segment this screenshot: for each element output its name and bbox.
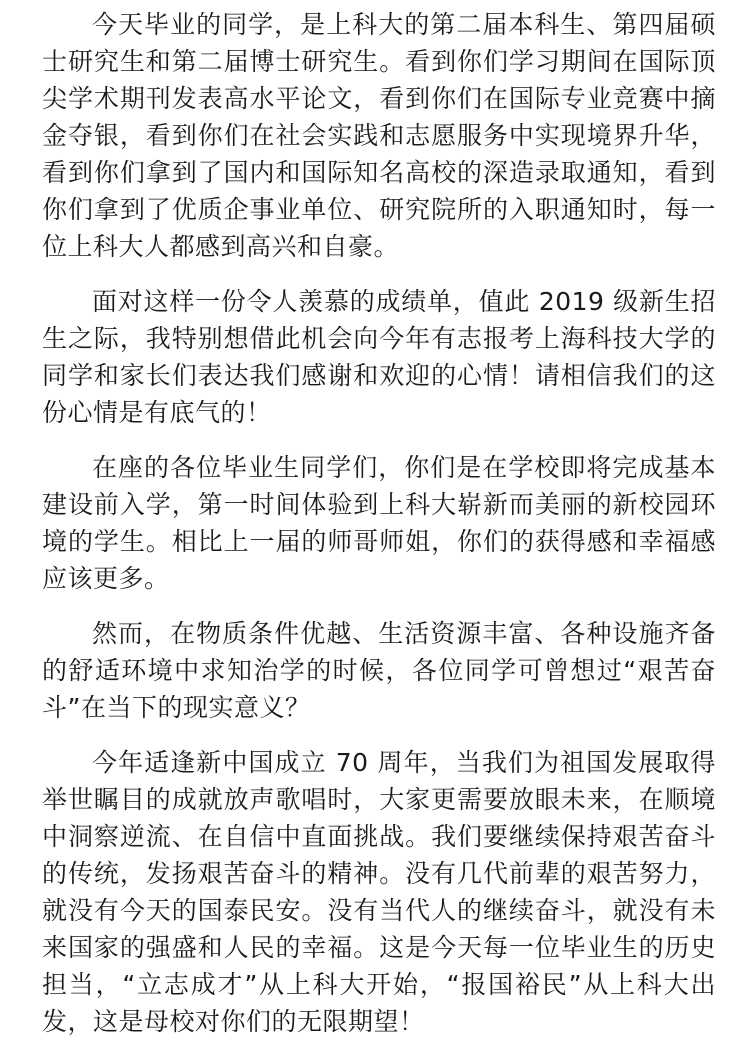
paragraph-graduates-achievements: 今天毕业的同学，是上科大的第二届本科生、第四届硕士研究生和第二届博士研究生。看到你们学习期间在国际顶尖学术期刊发表高水平论文，看到你们在国际专业竞赛中摘金夺银，看到你们在社会实践和志愿服务中实现境界升华，看到你们拿到了国内和国际知名高校的深造录取通知，看到你们拿到了优质企事业单位、研究院所的入职通知时，每一位上科大人都感到高兴和自豪。 (42, 10, 716, 261)
paragraph-admissions-welcome: 面对这样一份令人羡慕的成绩单，值此 2019 级新生招生之际，我特别想借此机会向今年有志报考上海科技大学的同学和家长们表达我们感谢和欢迎的心情！请相信我们的这份心情是有底气的！ (42, 287, 716, 427)
paragraph-hard-work-question: 然而，在物质条件优越、生活资源丰富、各种设施齐备的舒适环境中求知治学的时候，各位同学可曾想过“艰苦奋斗”在当下的现实意义？ (42, 619, 716, 722)
paragraph-70th-anniversary: 今年适逢新中国成立 70 周年，当我们为祖国发展取得举世瞩目的成就放声歌唱时，大家更需要放眼未来，在顺境中洞察逆流、在自信中直面挑战。我们要继续保持艰苦奋斗的传统，发扬艰苦奋斗的精神。没有几代前辈的艰苦努力，就没有今天的国泰民安。没有当代人的继续奋斗，就没有未来国家的强盛和人民的幸福。这是今天每一位毕业生的历史担当，“立志成才”从上科大开始，“报国裕民”从上科大出发，这是母校对你们的无限期望！ (42, 748, 716, 1036)
paragraph-new-campus: 在座的各位毕业生同学们，你们是在学校即将完成基本建设前入学，第一时间体验到上科大崭新而美丽的新校园环境的学生。相比上一届的师哥师姐，你们的获得感和幸福感应该更多。 (42, 453, 716, 593)
